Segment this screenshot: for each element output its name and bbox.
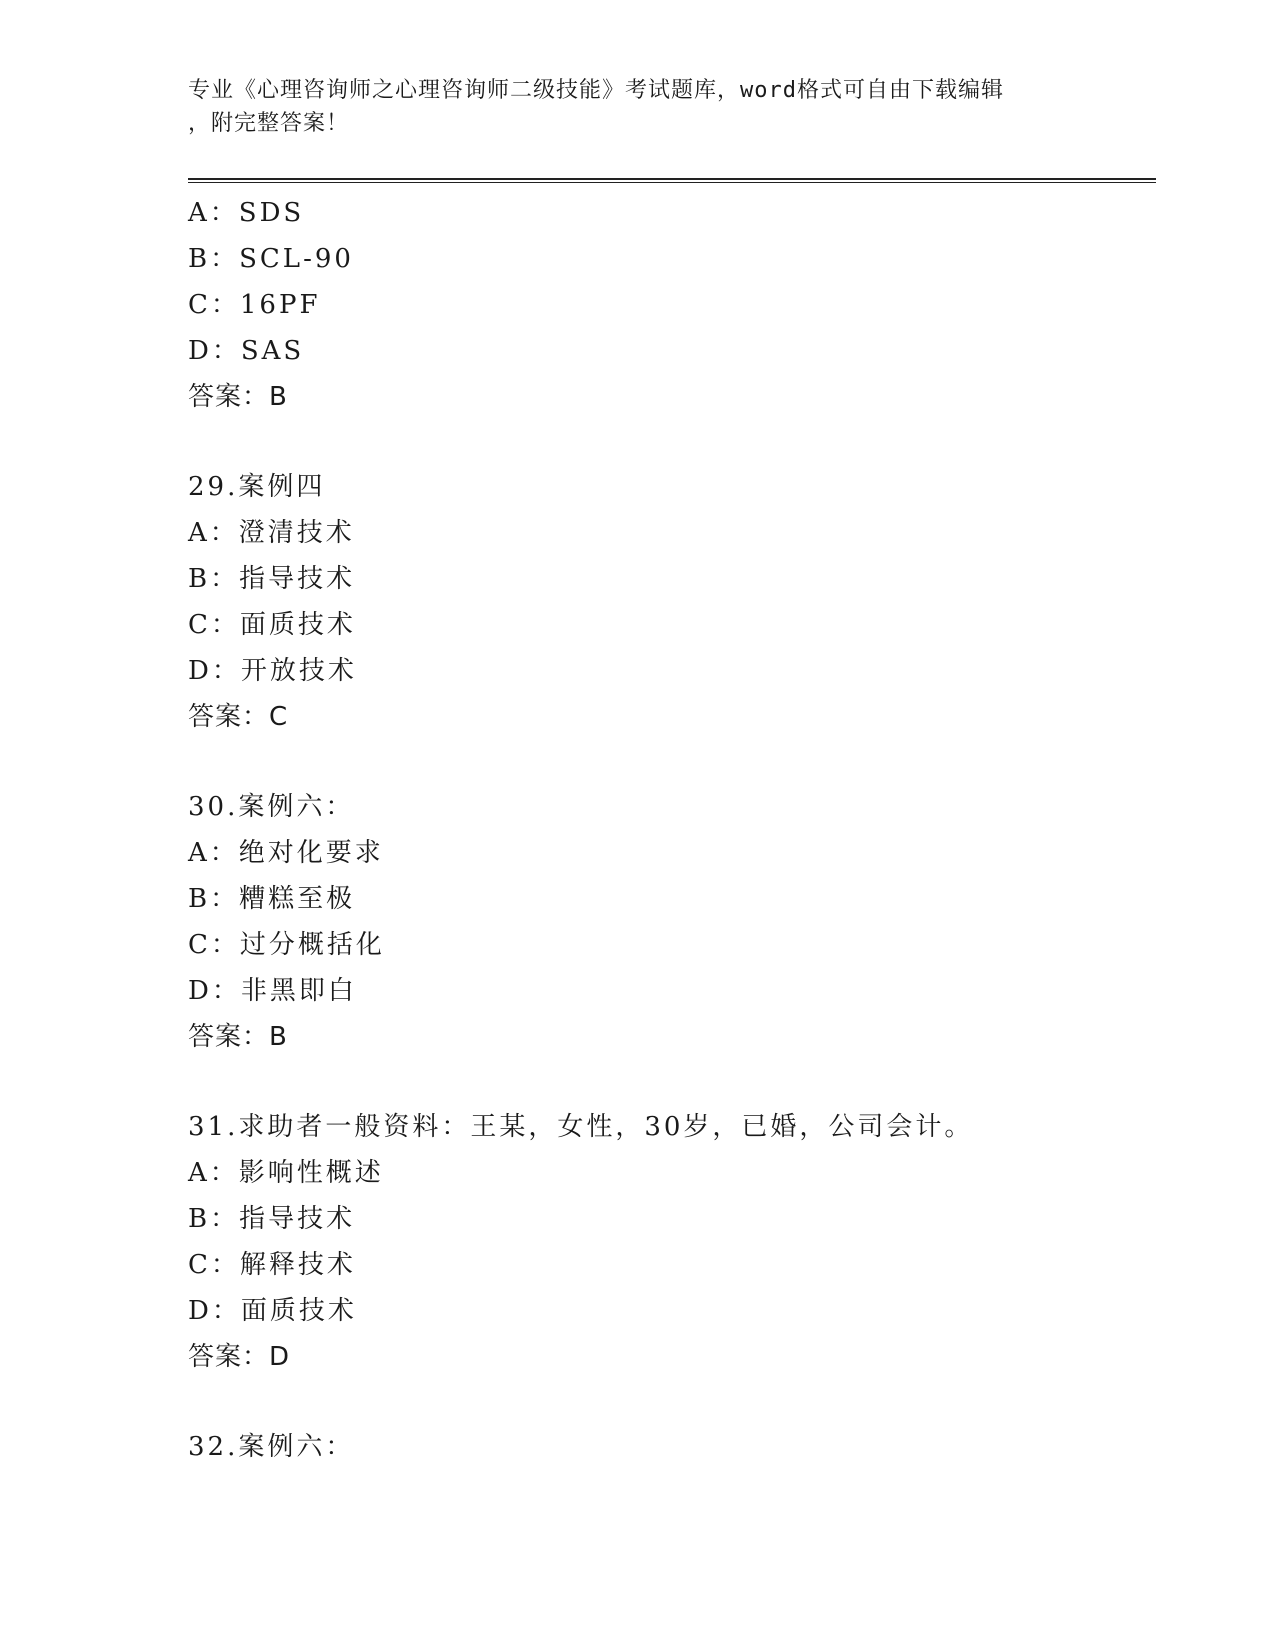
- option-d: D：SAS: [188, 336, 305, 366]
- option-c: C：面质技术: [188, 610, 356, 640]
- option-d: D：面质技术: [188, 1296, 357, 1326]
- option-c: C：解释技术: [188, 1250, 356, 1280]
- answer-line: 答案：C: [188, 702, 289, 732]
- question-list: [188, 190, 1148, 1470]
- option-c: C：16PF: [188, 290, 321, 320]
- question-title: 31.求助者一般资料：王某，女性，30岁，已婚，公司会计。: [188, 1112, 974, 1142]
- option-d: D：开放技术: [188, 656, 357, 686]
- option-a: A：澄清技术: [188, 518, 355, 548]
- question-block-29: [188, 464, 1148, 740]
- option-c: C：过分概括化: [188, 930, 385, 960]
- question-block-prev: [188, 190, 1148, 420]
- question-title: 29.案例四: [188, 472, 326, 502]
- option-d: D：非黑即白: [188, 976, 357, 1006]
- question-block-31: [188, 1104, 1148, 1380]
- question-block-30: [188, 784, 1148, 1060]
- answer-line: 答案：D: [188, 1342, 291, 1372]
- option-b: B：糟糕至极: [188, 884, 356, 914]
- question-title: 32.案例六：: [188, 1432, 355, 1462]
- question-title: 30.案例六：: [188, 792, 355, 822]
- header-divider-bottom: [188, 182, 1156, 183]
- question-block-32: [188, 1424, 1148, 1470]
- option-a: A：SDS: [188, 198, 305, 228]
- answer-line: 答案：B: [188, 382, 288, 412]
- option-b: B：指导技术: [188, 564, 356, 594]
- document-header: [188, 74, 1088, 140]
- header-line-2: ，附完整答案！: [188, 111, 350, 136]
- option-b: B：SCL-90: [188, 244, 354, 274]
- option-a: A：绝对化要求: [188, 838, 384, 868]
- header-divider-top: [188, 178, 1156, 180]
- option-a: A：影响性概述: [188, 1158, 384, 1188]
- header-line-1: 专业《心理咨询师之心理咨询师二级技能》考试题库，word格式可自由下载编辑: [188, 78, 1004, 103]
- option-b: B：指导技术: [188, 1204, 356, 1234]
- answer-line: 答案：B: [188, 1022, 288, 1052]
